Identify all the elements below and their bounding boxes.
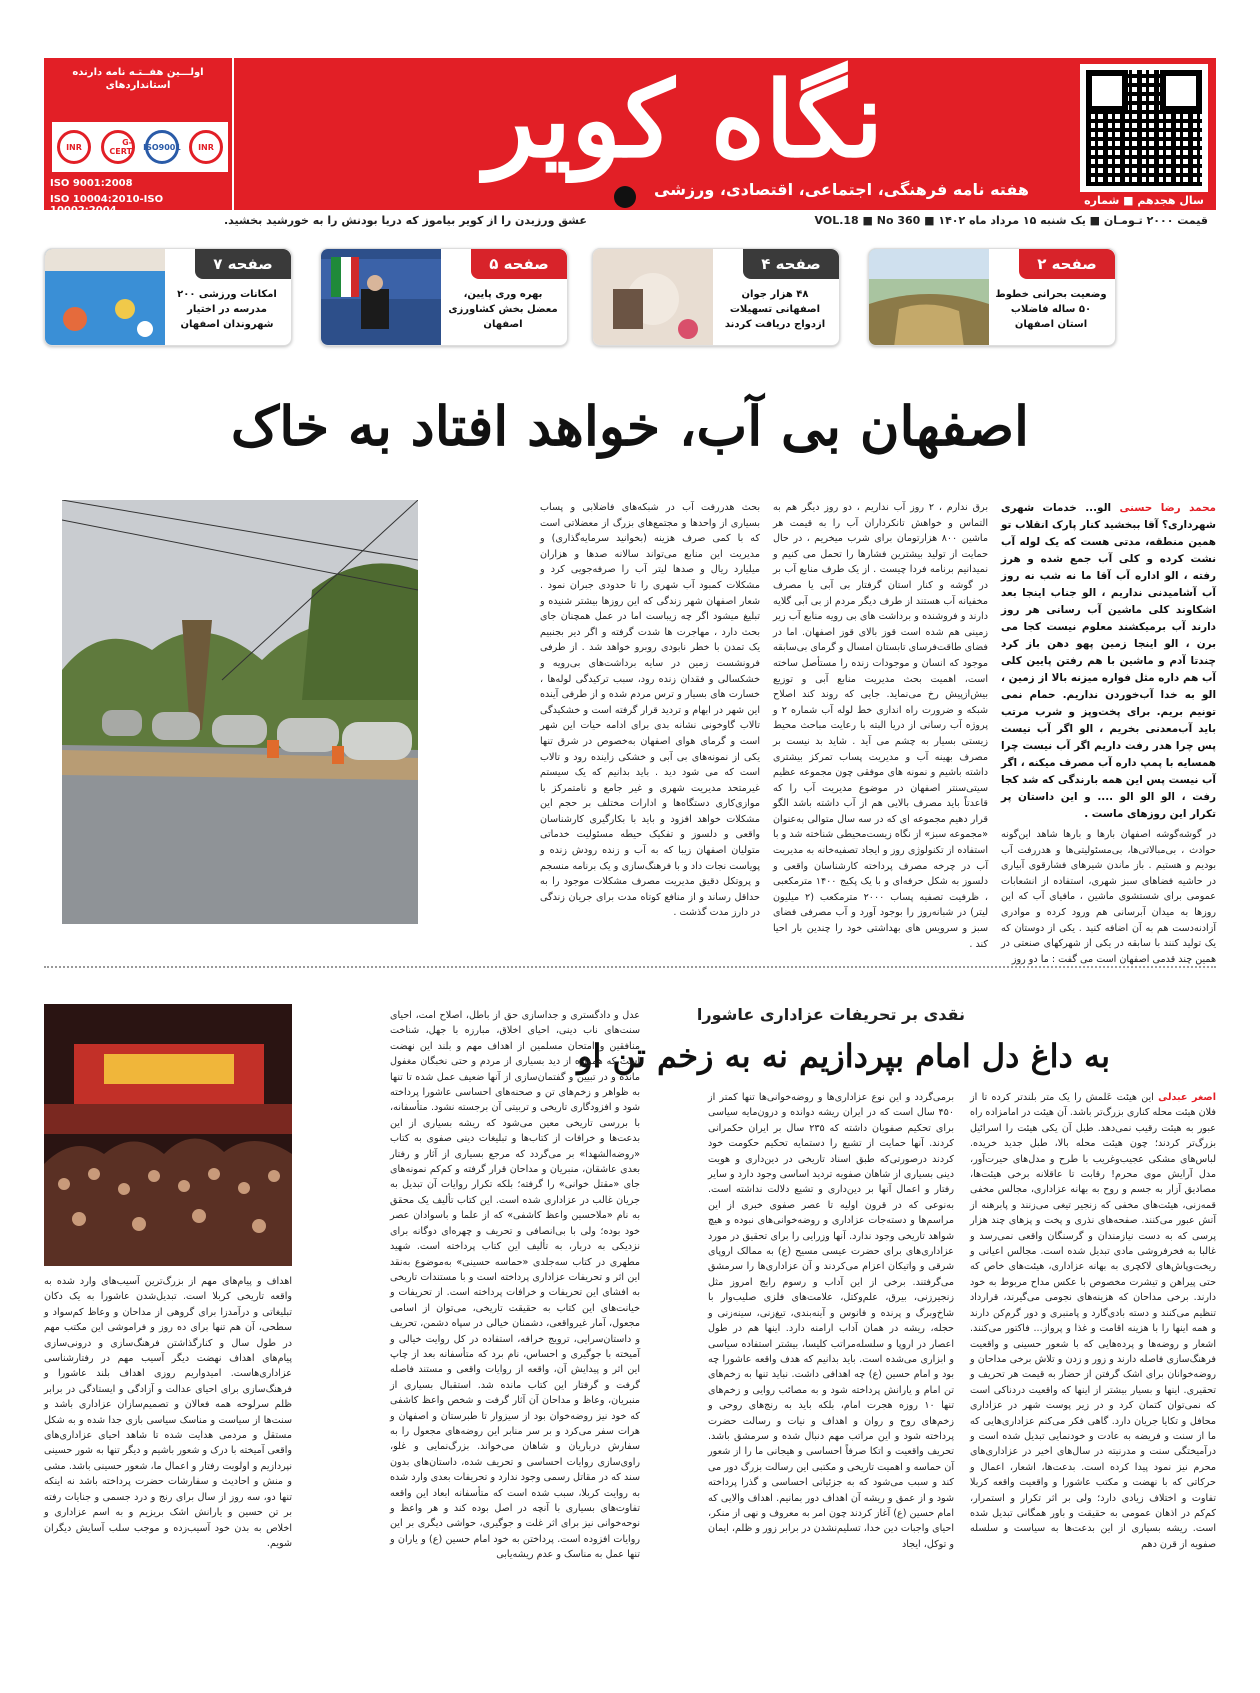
body-text: اهداف و پیام‌های مهم از بزرگ‌ترین آسیب‌های وارد شده به واقعه تاریخی کربلا است. تبدیل‌شدن عاشورا به یک دکان تبلیغاتی و درآمدزا برای گروهی از مداحان و وعاظ کم‌سواد و سطحی، آن هم تنها برای ده روز و فراموشی این مکتب مهم در طول سال و کنارگذاشتن فرهنگ‌سازی و درونی‌سازی پیام‌های اهداف نهضت دیگر آسیب مهم در رفتارشناسی عزاداری‌هاست. امیدواریم روزی اهداف بلند عاشورا و فرهنگ‌سازی برای احیای عدالت و آزادگی و ایستادگی در برابر ظلم سرلوحه همه فعالان و تصمیم‌سازان عزاداری باشد و سنت‌ها از سیاست و مناسک سیاسی بازی جدا شده و به شکل مستقل و مردمی هدایت شده تا شاهد احیای عزاداری‌های واقعی آمیخته با درک و شعور باشیم و دیگر تنها به شور حسینی نپردازیم و اولویت رفتار و اعمال ما، شعور حسینی باشد. مشی و منش و احادیث و سفارشات حضرت پرداخته باشد نه اینکه تنها دو، سه روز از سال برای رنج و درد جسمی و جنایات رفته بر تن حسین و یارانش اشک بریزیم و به اسم عزاداری و اخلاص به بدن خود آسیب‌زده و موجب سلب آسایش دیگران شویم. <box>44 1276 292 1549</box>
body-text: در گوشه‌گوشه اصفهان بارها و بارها شاهد این‌گونه حوادث ، بی‌مبالاتی‌ها، بی‌مسئولیتی‌ها و هدررفت آب بودیم و هستیم . باز ماندن شیرهای فشارقوی آبیاری در حاشیه فضاهای سبز شهری، استفاده از انشعابات عمومی برای شستشوی ماشین ، مافیای آب که این روزها به میدان آبرسانی هم ورود کرده و موادری آزادنه‌دست هم به آن اضافه کنید . یکی از دوستان که یک تولید کنند با سابقه در یکی از شهرکهای صنعتی در همین چند قدمی اصفهان است می گفت : ما دو روز <box>1001 829 1216 965</box>
masthead <box>44 58 1216 220</box>
cert-logos <box>52 122 228 172</box>
teaser-page-label: صفحه ۷ <box>195 249 291 279</box>
article-column-1 <box>1001 500 1216 971</box>
teaser-page-label: صفحه ۴ <box>743 249 839 279</box>
teaser-page-label: صفحه ۵ <box>471 249 567 279</box>
teaser-page-7[interactable] <box>44 248 292 346</box>
article-column-3 <box>540 500 760 925</box>
water-tankers-photo <box>62 500 418 924</box>
teaser-text: بهره وری پایین، معضل بخش کشاورزی اصفهان <box>448 289 558 330</box>
body-text: برق ندارم ، ۲ روز آب نداریم ، دو روز دیگر هم به التماس و خواهش تانکرداران آب را به قیمت هر ماشین ۸۰۰ هزارتومان برای شرب میخریم ، در حال حمایت از تولید بیشترین فشارها را تحمل می کنیم و نمیدانیم برنامه فردا چیست . از یک طرف منابع آب بر در گوشه و کنار استان گرفتار بی آبی یا مصرف مخفیانه آب هستند از طرف دیگر مردم از بی آبی گلایه دارند و فروشنده و برداشت های بی رویه منابع آب زیر زمینی هم شده است قوز بالای قوز اصفهان. اما در فضای طاقت‌فرسای تابستان امسال و گرمای بی‌سابقه موجود که انسان و موجودات زنده را مستأصل ساخته است، اهمیت بحث مدیریت منابع آبی و توزیع بیش‌ازپیش رخ می‌نماید. جایی که روند کند اصلاح شبکه و ضرورت راه اندازی خط لوله آب شماره ۲ و پروژه آب رسانی از دریا البته با رعایت مباحث محیط زیستی بسیار به چشم می آید . شاید بد نیست بر مصرف بهینه آب و مدیریت پساب تمرکز بیشتری داشته باشیم و نمونه های موفقی چون مجموعه عظیم سیتی‌سنتر اصفهان در موضوع مدیریت آب را که قاعدتاً باید مصرف بالایی هم از آب داشته باشد الگو قرار دهیم مجموعه ای که در سه سال متوالی به‌عنوان «مجموعه سبز» از نگاه زیست‌محیطی شناخته شد و با استفاده از تکنولوژی روز و ایجاد تصفیه‌خانه به مدیریت آب در چرخه مصرف پرداخته کارشناسان واقعی و دلسوز به شکل حرفه‌ای و با یک پکیج ۱۴۰۰ مترمکعبی ، ظرفیت تصفیه پساب ۲۰۰۰ مترمکعب (۲ میلیون لیتر) در شبانه‌روز را بوجود آورد و آب مصرفی فضای سبز و سرویس های بهداشتی خود را چندین بار احیا کند . <box>773 502 989 950</box>
cert-logo: INR <box>189 130 223 164</box>
cert-logo: INR <box>57 130 91 164</box>
logo-dot <box>614 186 636 208</box>
lead-text: الو... خدمات شهری شهرداری؟ آقا ببخشید کنار پارک انقلاب تو همین منطقه، مدتی هست که یک لوله آب نشت کرده و کلی آب جمع شده و هرز رفته ، الو اداره آب آقا ما نه شب نه روز آب آشامیدنی نداریم ، الو جناب اینجا بعد اشکاوند کلی ماشین آب رسانی هر روز دارند آب برمیکشند معلوم نیست کجا می برن ، الو اینجا زمین پهو دهن باز کرد چندتا آدم و ماشین با هم رفتن پایین کلی آب هم داره مثل فواره میزنه بالا از زمین ، الو به خدا آب‌خوردن نداریم. حمام نمی تونیم بریم. برای پخت‌وپز و شرب مرتب باید آب‌معدنی بخریم ، الو اگر آب نیست پس چرا هدر رفت داریم اگر آب نیست چرا همسایه با پمپ داره آب مصرف میکنه ، اگر آب نیست پس این همه بارندگی که شد کجا رفت ، الو الو الو .... و این داستان پر تکرار این روزهای ماست . <box>1001 502 1216 820</box>
body-text: عدل و دادگستری و جداسازی حق از باطل، اصلاح امت، احیای سنت‌های ناب دینی، احیای اخلاق، مبارزه با جهل، شناخت منافقین و امتحان مسلمین از اهداف مهم و بلند این نهضت است که همواره از دید بسیاری از مردم و حتی نخبگان مغفول مانده و در تبیین و گفتمان‌سازی از آنها ضعیف عمل شده تا تنها به ظواهر و زخم‌های تن و صحنه‌های احساسی عاشورا پرداخته شود و افزودگاری تاریخی و تربیتی آن برجسته نشود. متأسفانه، با بررسی تاریخی معین می‌شود که ریشه بسیاری از این بدعت‌ها و خرافات از کتاب‌ها و تبلیغات دینی صفوی به کتاب «روضه‌الشهدا» بر می‌گردد که مرجع بسیاری از آثار و رفتار بعدی عاشقان، منبریان و مداحان قرار گرفته و کم‌کم نمونه‌های جای «مقتل خوانی» را گرفته؛ بلکه تکرار روایات آن تبدیل به جریان غالب در عزاداری شده است. این کتاب تألیف یک محقق به نام «ملاحسین واعظ کاشفی» که از علما و باسوادان عصر خود بوده؛ ولی با بی‌انصافی و تحریف و چهره‌ای دوگانه برای نزدیکی به دربار، به تألیف این کتاب پرداخته است. شهید مطهری در کتاب سه‌جلدی «حماسه حسینی» به‌موضوع به‌نقد این اثر و تحریفات عزاداری پرداخته است و با مستندات تاریخی به افشای این تحریفات و خرافات پرداخته است. از تحریفات و خیانت‌های این کتاب به حقیقت تاریخی، می‌توان از اسامی مجعول، آمار غیرواقعی، دشمنان خیالی در سپاه دشمن، تحریف و داستان‌سرایی، ترویج خرافه، استفاده در کل روایت خیالی و آمیخته با جوگیری و احساس، نام برد که متأسفانه بعد از چاپ این اثر و پیدایش آن، واقعه از روایات واقعی و مستند فاصله گرفت و گرفتار این کتاب مانده شد. استقبال بسیاری از منبریان، وعاظ و مداحان آن آثار گرفت و شخص واعظ کاشفی که خود نیز روضه‌خوان بود از سیزوار تا طبرستان و اصفهان و هرات سفر می‌کرد و بر سر منابر این روضه‌های مجعول را به سفارش درباریان و شاهان می‌خواند. بزرگ‌نمایی و غلو، راوی‌سازی روایات احساسی و تحریف شده، داستان‌های بدون سند که در مقاتل رسمی وجود ندارد و تحریفات بعدی وارد شده به روایت کربلا، سبب شده است که متأسفانه ابعاد این واقعه تفاوت‌های بسیاری با آنچه در اصل بوده کند و هر واعظ و نوحه‌خوانی نیز برای اثر غلت و جوگیری، حواشی دیگری بر این روایات افزوده است. پرداختن به خود امام حسین (ع) و یاران و تنها عمل به مناسک و عدم ریشه‌یابی <box>390 1010 640 1561</box>
story2-column-2 <box>708 1090 954 1556</box>
cert-logo: ISO9001 <box>145 130 179 164</box>
canal-photo <box>869 249 989 346</box>
iso-line-1: ISO 9001:2008 <box>50 178 133 189</box>
story2-column-4 <box>44 1274 292 1555</box>
meeting-photo <box>321 249 441 346</box>
date-strip <box>44 214 1216 232</box>
sports-photo <box>45 249 165 346</box>
story-headline[interactable]: به داغ دل امام بپردازیم نه به زخم تن او <box>577 1037 1110 1075</box>
author-name: محمد رضا حسنی <box>1119 502 1216 514</box>
story2-column-1 <box>970 1090 1216 1556</box>
teaser-page-label: صفحه ۲ <box>1019 249 1115 279</box>
teaser-page-2[interactable] <box>868 248 1116 346</box>
newspaper-logo: نگاه کویر <box>484 58 884 181</box>
cert-logo: G-CERT <box>101 130 135 164</box>
story-subtitle: نقدی بر تحریفات عزاداری عاشورا <box>696 1005 965 1024</box>
author-name: اصغر عبدلی <box>1158 1092 1216 1103</box>
wedding-photo <box>593 249 713 346</box>
story2-column-3 <box>390 1008 640 1567</box>
newspaper-subtitle: هفته نامه فرهنگی، اجتماعی، اقتصادی، ورزشی <box>654 180 1029 199</box>
article-column-2 <box>773 500 988 956</box>
qr-code[interactable] <box>1080 64 1208 192</box>
iso-line-2: ISO 10004:2010-ISO 10002:2004 <box>50 194 164 216</box>
certification-box <box>44 58 234 216</box>
teaser-text: ۴۸ هزار جوان اصفهانی تسهیلات ازدواج دریافت کردند <box>724 289 826 330</box>
section-divider <box>44 966 1216 968</box>
teaser-text: وضعیت بحرانی خطوط ۵۰ ساله فاضلاب استان اصفهان <box>995 289 1107 330</box>
cert-caption: اولـــین هفــتـه نامه دارنده استانداردهای <box>72 67 204 91</box>
teaser-text: امکانات ورزشی ۲۰۰ مدرسه در اختیار شهروندان اصفهان <box>177 289 277 330</box>
tagline: عشق ورزیدن را از کویر بیاموز که دریا بودنش را به خورشید بخشید. <box>224 214 587 227</box>
body-text: بحث هدررفت آب در شبکه‌های فاضلابی و پساب بسیاری از واحدها و مجتمع‌های بزرگ از معضلاتی است که با کمی صرف هزینه (بخوانید سرمایه‌گذاری) و مدیریت این منابع می‌تواند سالانه صدها و هزاران میلیارد ریال و صدها لیتر آب را صرفه‌جویی کرد و مشکلات کمبود آب شهری را تا حدودی جبران نمود . شعار اصفهان شهر زندگی که این روزها بیشتر شنیده و تبلیغ میشود اگر چه زیباست اما در عمل همچنان جای بحث دارد ، مهاجرت ها شدت گرفته و اگر دیر بجنبیم یک تمدن با خطر نابودی روبرو خواهد شد . از طرفی فرونشست زمین در سایه برداشت‌های بی‌رویه و خشکسالی و فقدان زنده رود، سبب ترکیدگی لوله‌ها ، خسارت های بسیار و ترس مردم شده و از طرفی آینده این شهر در ابهام و تردید قرار گرفته است و خشکیدگی تالاب گاوخونی نشانه بدی برای ادامه حیات این شهر است و گرمای هوای اصفهان به‌خصوص در شرق تنها یکی از نمونه‌های بی آبی و خشکی زاینده رود و تالاب است که می شود دید . باید بدانیم که یک سیستم غیرمتحد مدیریت شهری و غیر جامع و نامتمرکز با موازی‌کاری دستگاه‌ها و ادارات مختلف بر حجم این مشکلات خواهد افزود و باید با بکارگیری کارشناسان واقعی و دلسوز و تفکیک حیطه مسئولیت خدماتی متولیان اصفهان زیبا که به آب و زنده رودش زنده و پویاست نجات داد و با فرهنگ‌سازی و یک برنامه منسجم و پروتکل دقیق مدیریت مصرف مشکلات موجود را به حداقل رساند و از منافع کوتاه مدت برای جریان زندگی در دارز مدت گذشت . <box>540 502 760 919</box>
mourning-crowd-photo <box>44 1004 292 1266</box>
body-text: این هیئت عَلمش را یک متر بلندتر کرده تا از فلان هیئت محله کناری بزرگ‌تر باشد. آن هیئت در امامزاده راه عبور به هیئت رقیب نمی‌دهد. طبل آن یکی هیئت را اسرائیل بزرگ‌تر کردند؛ چون هیئت محله بالا، طبل جدید خریده. لباس‌های مشکی عجیب‌وغریب با طرح و مدل‌های حیرت‌آور، مدل آرایش موی محرم! رقابت تا عاقلانه برخی هیئت‌ها، مصادیق آزار به جسم و روح به بهانه عزاداری، مجالس مخفی قمه‌زنی، هیئت‌های مخفی که زنجیر تیغی می‌زنند و پابرهنه از آتش عبور می‌کنند. صفحه‌های نذری و پخت و پزهای چند هزار پرسی که به دست نیازمندان و گرسنگان واقعی نمی‌رسد و غالبا به فخرفروشی مادی تبدیل شده است. مجالس اعیانی و ریخت‌وپاش‌های لاکچری به بهانه عزاداری، هیئت‌های خاص که حتی پیراهن و تیشرت مخصوص با عکس مداح مربوط به خود دارند. برخی مداحان که هزینه‌های نجومی می‌گیرند، قرارداد تنظیم می‌کنند و دسته بادی‌گارد و پامنبری و دور گرم‌کن دارند و همه اینها را با هزینه اقامت و غذا و پرواز... فاکتور می‌کنند. اشعار و روضه‌ها و پرده‌هایی که با شعور حسینی و واقعیت فرهنگ‌سازی فاصله دارند و زور و زدن و تلاش برخی مداحان و روضه‌خوانان برای اشک گرفتن از حضار به قیمت هر تحریف و تحقیری. اینها و بسیار بیشتر از اینها که واقعیت دردناکی است که نمی‌توان کتمان کرد و در زیر پوست شهر در عزاداری محافل و تکایا جریان دارد. گاهی فکر می‌کنم عزاداری‌هایی که ما از سنت و فریضه به عادت و خودنمایی تبدیل شده است و درآمیختگی سنت و مدرنیته در سال‌های اخیر در عزاداری‌های محرم نیز نمود پیدا کرده است. بدعت‌ها، اشعار، اعمال و حرکاتی که با نهضت و مکتب عاشورا و واقعیت واقعه کربلا تفاوت و اختلاف زیادی دارد؛ ولی بر اثر تکرار و استمرار، کم‌کم در اذهان عمومی به حقیقت و باور همگانی تبدیل شده است. ریشه بسیاری از این بدعت‌ها به سیاست و سلسله صفویه از قرن دهم <box>970 1092 1216 1550</box>
date-line: قیمت ۲۰۰۰ تـومـان ■ یک شنبه ۱۵ مرداد ماه ۱۴۰۲ ■ VOL.18 ■ No 360 <box>814 214 1208 227</box>
teaser-page-5[interactable] <box>320 248 568 346</box>
main-headline[interactable]: اصفهان بی آب، خواهد افتاد به خاک <box>230 394 1030 458</box>
year-issue: سال هجدهم ■ شماره ۳۶۰ <box>1084 194 1204 220</box>
body-text: برمی‌گردد و این نوع عزاداری‌ها و روضه‌خوانی‌ها تنها کمتر از ۴۵۰ سال است که در ایران ریشه دوانده و درون‌مایه سیاسی برای تحکیم صفویان داشته که ۲۳۵ سال بر ایران حکمرانی کردند. آنها حمایت از تشیع را دستمایه تحکیم حکومت خود کردند درصورتی‌که طبق اسناد تاریخی در دین‌داری و هویت دینی بسیاری از شاهان صفویه تردید اساسی وجود دارد و سایر رفتار و اعمال آنها بر دین‌داری و تشیع دلالت نداشته است. به‌نوعی که در قرون اولیه تا عصر صفوی خبری از این مراسم‌ها و دسته‌جات عزاداری و روضه‌خوانی‌های نبوده و هیچ شواهد تاریخی وجود ندارد. آنها وزرایی را برای تحقیق در مورد عزاداری‌های برای حضرت عیسی مسیح (ع) به ممالک اروپای شرقی و واتیکان اعزام می‌کردند و آن عزاداری‌ها را سرمشق می‌گرفتند. برخی از این آداب و رسوم رایج امروز مثل زنجیرزنی، بیرق، علم‌وکتل، علامت‌های فلزی صلیب‌وار با شاخ‌وبرگ و پرنده و فانوس و آینه‌بندی، تیغ‌زنی، سینه‌زنی و حجله، ریشه در همان آداب ارامنه دارد. اینها هم در طول اعصار در اروپا و سلسله‌مراتب کلیسا، بیشتر استفاده سیاسی و ابزاری می‌شده است. باید بدانیم که هدف واقعه عاشورا چه بود و امام حسین (ع) چه اهدافی داشت. نباید تنها به زخم‌های تن امام و یارانش پرداخته شود و به مصائب روایی و زخم‌های تنها ۱۰ روزه هجرت امام، بلکه باید به رنج‌های روحی و زخم‌های روح و روان و اهداف و نیات و رسالت حضرت پرداخته شود و این مراتب مهم دنبال شده و سرمشق باشد. تحریف واقعیت و اتکا صرفاً احساسی و هیجانی ما را از شعور آن حماسه و اهمیت تاریخی و مکتبی این رسالت بزرگ دور می کند و سبب می‌شود که به جزئیاتی احساسی و گذرا پرداخته شود و از عمق و ریشه آن اهداف دور بمانیم. اهداف والایی که امام حسین (ع) آغاز کردند چون امر به معروف و نهی از منکر، احیای واجبات دین خدا، تسلیم‌نشدن در برابر زور و ظلم، ایمان و توکل، ایجاد <box>708 1092 954 1550</box>
teaser-page-4[interactable] <box>592 248 840 346</box>
